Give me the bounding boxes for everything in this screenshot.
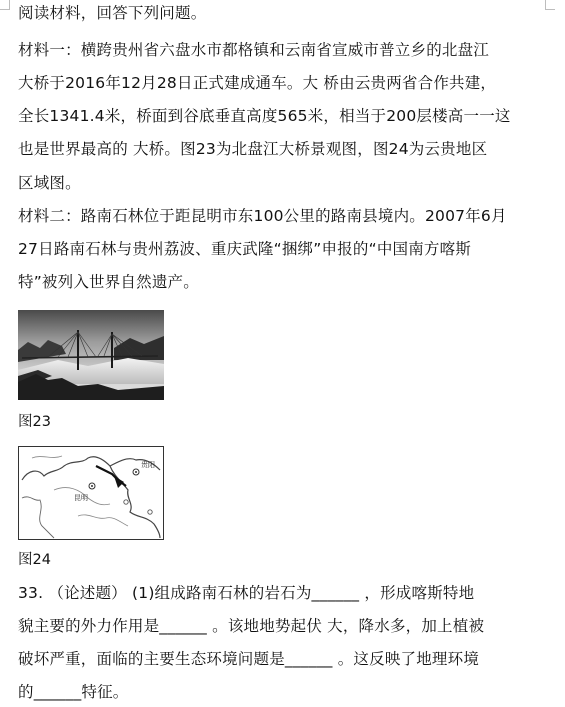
page-corner-mark-left [0,0,10,10]
text-line-6: 区域图。 [18,174,81,192]
page-corner-mark-right [545,0,555,10]
map-label-guiyang: 贵阳 [141,461,155,469]
figure-23-caption: 图23 [18,414,51,430]
text-line-9: 特”被列入世界自然遗产。 [18,273,199,291]
figure-24-caption: 图24 [18,552,51,568]
figure-24-region-map [18,446,164,544]
question-line-4: 的______特征。 [18,683,129,701]
text-line-4: 全长1341.4米，桥面到谷底垂直高度565米，相当于200层楼高一一这 [18,107,511,125]
text-line-3: 大桥于2016年12月28日正式建成通车。大 桥由云贵两省合作共建， [18,74,497,92]
figure-23-bridge-photo [18,310,164,404]
text-line-7: 材料二：路南石林位于距昆明市东100公里的路南县境内。2007年6月 [18,207,507,225]
region-map-image [18,446,164,540]
question-line-3: 破坏严重，面临的主要生态环境问题是______ 。这反映了地理环境 [18,650,480,668]
map-label-kunming: 昆明 [74,494,88,502]
text-line-5: 也是世界最高的 大桥。图23为北盘江大桥景观图，图24为云贵地区 [18,140,488,158]
question-line-1: 33. （论述题） (1)组成路南石林的岩石为______ ，形成喀斯特地 [18,584,475,602]
question-line-2: 貌主要的外力作用是______ 。该地地势起伏 大，降水多，加上植被 [18,617,485,635]
bridge-photo-image [18,310,164,400]
text-line-2: 材料一：横跨贵州省六盘水市都格镇和云南省宣威市普立乡的北盘江 [18,41,490,59]
text-line-8: 27日路南石林与贵州荔波、重庆武隆“捆绑”申报的“中国南方喀斯 [18,240,472,258]
text-line-1: 阅读材料，回答下列问题。 [18,4,207,22]
